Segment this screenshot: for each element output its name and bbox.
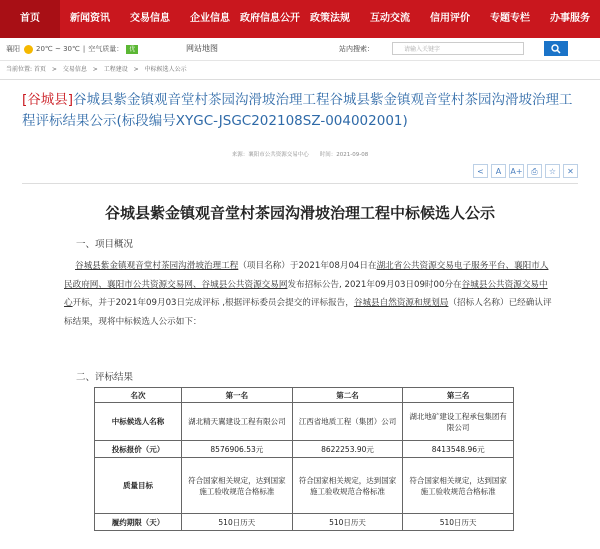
paragraph-text: 开标，并于2021年09月03日完成评标 ,根据评标委员会提交的评标报告， [72, 298, 354, 309]
overview-paragraph [64, 257, 554, 331]
table-cell: 510日历天 [182, 514, 293, 531]
row-label: 投标报价（元） [95, 441, 182, 458]
search-label: 站内搜索： [339, 45, 374, 53]
table-cell: 江西省地质工程（集团）公司 [292, 403, 403, 441]
publish-platforms: 湖北省公共资源交易电子服务平台、襄阳市人民政府网、襄阳市公共资源交易网、谷城县公共资源交易网 [64, 261, 549, 290]
air-quality-label: 空气质量： [88, 45, 124, 53]
info-bar: 襄阳 20℃ ~ 30℃ | 空气质量： 优 网站地图 站内搜索： 请输入关键字 [0, 38, 600, 61]
announcement-heading: 谷城县紫金镇观音堂村茶园沟滑坡治理工程中标候选人公示 [104, 204, 495, 222]
air-quality-badge: 优 [126, 45, 138, 54]
nav-enterprise[interactable]: 企业信息 [190, 13, 230, 24]
row-label: 质量目标 [95, 458, 182, 514]
row-label: 履约期限（天） [95, 514, 182, 531]
table-cell: 8622253.90元 [292, 441, 403, 458]
breadcrumb-sep: > [51, 66, 57, 73]
nav-special[interactable]: 专题专栏 [490, 13, 530, 24]
table-row [95, 458, 514, 514]
opening-location: 谷城县公共资源交易中心 [64, 279, 548, 309]
breadcrumb-current[interactable]: 中标候选人公示 [144, 66, 187, 73]
section-evaluation-result: 二、评标结果 [76, 372, 134, 383]
nav-home[interactable]: 首页 [0, 0, 60, 38]
search-input[interactable]: 请输入关键字 [392, 42, 524, 55]
table-cell: 510日历天 [403, 514, 514, 531]
nav-services[interactable]: 办事服务 [550, 13, 590, 24]
breadcrumb-home[interactable]: 当前位置: 首页 [6, 66, 46, 73]
table-cell: 湖北地矿建设工程承包集团有限公司 [403, 403, 514, 441]
table-header: 第三名 [403, 388, 514, 403]
table-header: 名次 [95, 388, 182, 403]
title-text: 谷城县紫金镇观音堂村茶园沟滑坡治理工程谷城县紫金镇观音堂村茶园沟滑坡治理工程评标结果公示(标段编号XYGC-JSGC202108SZ-004002001) [22, 92, 573, 129]
table-cell: 符合国家相关规定，达到国家施工验收规范合格标准 [292, 458, 403, 514]
nav-gov-info[interactable]: 政府信息公开 [240, 13, 300, 24]
table-row [95, 403, 514, 441]
city-label: 襄阳 [6, 45, 20, 53]
font-large-icon[interactable]: A+ [509, 164, 524, 178]
table-cell: 符合国家相关规定，达到国家施工验收规范合格标准 [403, 458, 514, 514]
table-cell: 8576906.53元 [182, 441, 293, 458]
candidates-table [94, 387, 514, 531]
table-header: 第二名 [292, 388, 403, 403]
breadcrumb-engineering[interactable]: 工程建设 [103, 66, 128, 73]
article-tools [473, 164, 578, 178]
nav-news[interactable]: 新闻资讯 [70, 13, 110, 24]
share-icon[interactable]: < [473, 164, 488, 178]
nav-credit[interactable]: 信用评价 [430, 13, 470, 24]
section-project-overview: 一、项目概况 [76, 239, 134, 250]
table-row [95, 441, 514, 458]
breadcrumb-sep: > [92, 66, 98, 73]
paragraph-text: 发布招标公告, 2021年09月03日09时00分在 [287, 279, 462, 290]
table-header: 第一名 [182, 388, 293, 403]
paragraph-text: （招标人名称）已经确认评标结果，现将中标候选人公示如下： [64, 298, 552, 327]
row-label: 中标候选人名称 [95, 403, 182, 441]
tenderer-name: 谷城县自然资源和规划局 [353, 298, 449, 309]
table-cell: 8413548.96元 [403, 441, 514, 458]
main-nav [0, 0, 600, 38]
print-icon[interactable]: ⎙ [527, 164, 542, 178]
table-header-row [95, 388, 514, 403]
breadcrumb [0, 61, 600, 80]
close-icon[interactable]: ✕ [563, 164, 578, 178]
temperature: 20℃ ~ 30℃ [36, 45, 80, 53]
breadcrumb-sep: > [133, 66, 139, 73]
table-cell: 符合国家相关规定，达到国家施工验收规范合格标准 [182, 458, 293, 514]
sun-icon [24, 45, 33, 54]
table-cell: 510日历天 [292, 514, 403, 531]
table-cell: 湖北精天翼建设工程有限公司 [182, 403, 293, 441]
paragraph-text: （项目名称）于2021年08月04日在 [238, 261, 377, 271]
table-row [95, 514, 514, 531]
font-small-icon[interactable]: A [491, 164, 506, 178]
project-name: 谷城县紫金镇观音堂村茶园沟滑坡治理工程 [75, 261, 239, 271]
favorite-icon[interactable]: ☆ [545, 164, 560, 178]
search-icon [551, 44, 561, 54]
sitemap-link[interactable]: 网站地图 [186, 44, 218, 53]
article-meta: 来源：襄阳市公共资源交易中心 时间：2021-09-08 [231, 152, 369, 158]
region-tag: [谷城县] [22, 92, 74, 108]
nav-policy[interactable]: 政策法规 [310, 13, 350, 24]
page-title [22, 90, 578, 132]
breadcrumb-trade[interactable]: 交易信息 [62, 66, 87, 73]
nav-interaction[interactable]: 互动交流 [370, 13, 410, 24]
search-button[interactable] [544, 41, 568, 56]
divider [22, 183, 578, 184]
nav-trade[interactable]: 交易信息 [130, 13, 170, 24]
